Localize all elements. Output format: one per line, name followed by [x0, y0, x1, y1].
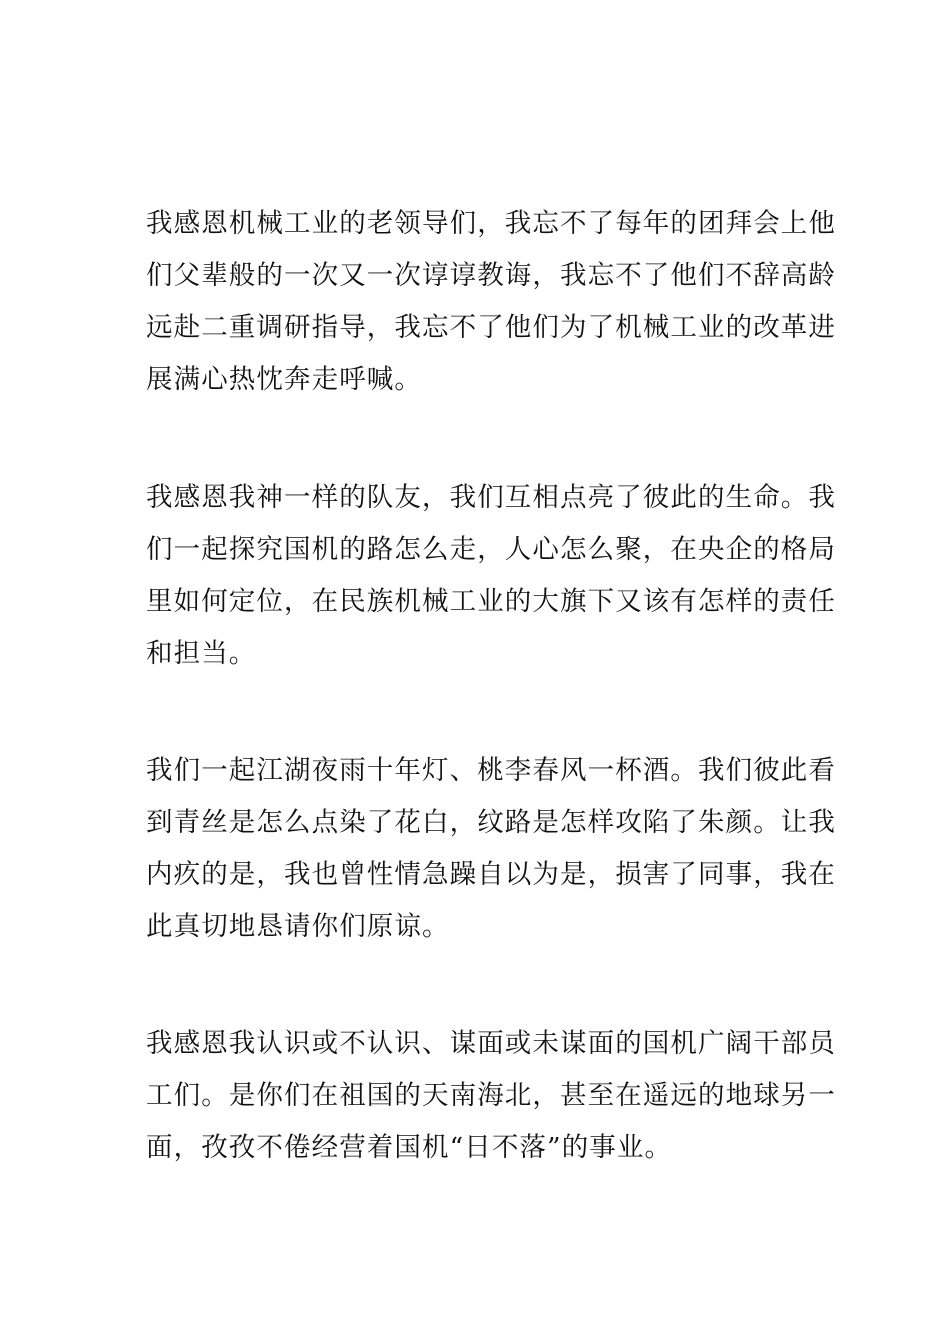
text-line: 们父辈般的一次又一次谆谆教诲，我忘不了他们不辞高龄 — [146, 260, 836, 291]
text-line: 我感恩我认识或不认识、谋面或未谋面的国机广阔干部员 — [146, 1028, 836, 1059]
text-line: 们一起探究国机的路怎么走，人心怎么聚，在央企的格局 — [146, 534, 836, 565]
text-line: 工们。是你们在祖国的天南海北，甚至在遥远的地球另一 — [146, 1080, 836, 1111]
paragraph-gratitude-staff — [146, 1018, 836, 1174]
paragraph-gratitude-leaders — [146, 198, 836, 406]
text-line: 内疚的是，我也曾性情急躁自以为是，损害了同事，我在 — [146, 859, 836, 890]
text-line: 我感恩机械工业的老领导们，我忘不了每年的团拜会上他 — [146, 208, 836, 239]
text-line: 此真切地恳请你们原谅。 — [146, 911, 450, 942]
paragraph-gratitude-teammates — [146, 472, 836, 680]
text-line: 里如何定位，在民族机械工业的大旗下又该有怎样的责任 — [146, 586, 836, 617]
text-line: 和担当。 — [146, 638, 257, 669]
text-line: 我们一起江湖夜雨十年灯、桃李春风一杯酒。我们彼此看 — [146, 755, 836, 786]
text-line: 面，孜孜不倦经营着国机“日不落”的事业。 — [146, 1132, 673, 1163]
paragraph-shared-years — [146, 745, 836, 953]
text-line: 我感恩我神一样的队友，我们互相点亮了彼此的生命。我 — [146, 482, 836, 513]
text-line: 到青丝是怎么点染了花白，纹路是怎样攻陷了朱颜。让我 — [146, 807, 836, 838]
text-line: 展满心热忱奔走呼喊。 — [146, 364, 422, 395]
text-line: 远赴二重调研指导，我忘不了他们为了机械工业的改革进 — [146, 312, 836, 343]
